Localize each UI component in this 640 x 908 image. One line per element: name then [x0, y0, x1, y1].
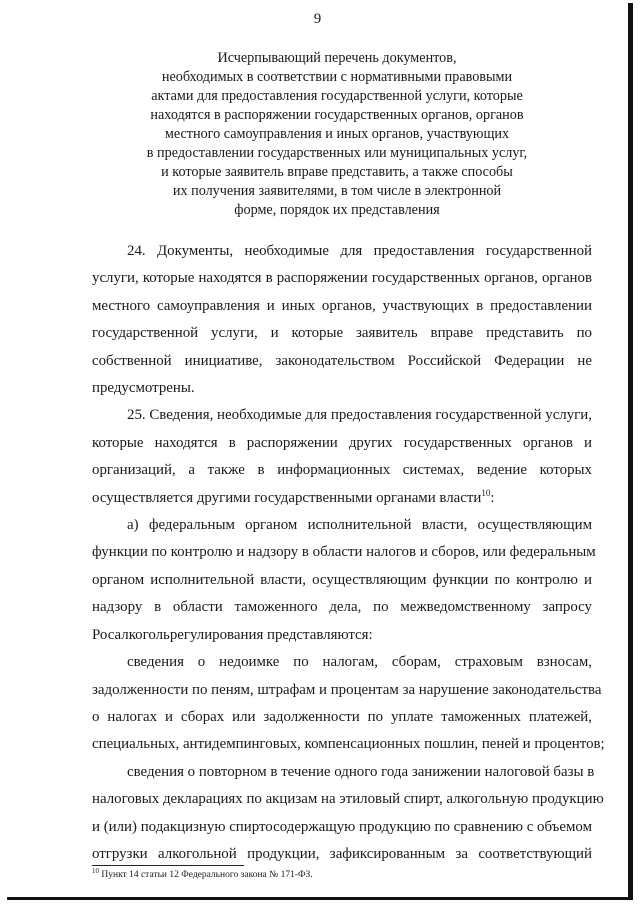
- text-line: Росалкогольрегулирования представляются:: [92, 626, 373, 643]
- section-heading: [92, 49, 582, 220]
- text-line: надзору в области таможенного дела, по межведомственному запросу: [92, 599, 592, 616]
- heading-line: местного самоуправления и иных органов, участвующих: [164, 126, 510, 142]
- heading-line: их получения заявителями, в том числе в электронной: [172, 183, 502, 199]
- text-line: задолженности по пеням, штрафам и процентам за нарушение законодательства: [92, 681, 602, 698]
- heading-line: необходимых в соответствии с нормативными правовыми: [161, 69, 513, 85]
- text-line: специальных, антидемпинговых, компенсационных пошлин, пеней и процентов;: [92, 736, 605, 753]
- subparagraph-a: [92, 512, 596, 649]
- paragraph-tax-base: [92, 759, 604, 869]
- text-line: 25. Сведения, необходимые для предоставления государственной услуги,: [127, 407, 592, 424]
- footnote: [92, 866, 313, 880]
- text-line: сведения о недоимке по налогам, сборам, страховым взносам,: [127, 654, 592, 671]
- heading-line: Исчерпывающий перечень документов,: [217, 50, 457, 66]
- paragraph-25: [92, 402, 592, 512]
- text-line: 24. Документы, необходимые для предоставления государственной: [127, 243, 592, 259]
- text-line: отгрузки алкогольной продукции, зафиксированным за соответствующий: [92, 845, 592, 862]
- paragraph-arrears: [92, 649, 605, 759]
- heading-line: актами для предоставления государственной услуги, которые: [151, 88, 523, 104]
- footnote-text: Пункт 14 статьи 12 Федерального закона № 171-ФЗ.: [99, 870, 313, 880]
- footnote-reference[interactable]: 10: [481, 487, 491, 498]
- text-line: собственной инициативе, законодательством Российской Федерации не: [92, 352, 592, 369]
- heading-line: в предоставлении государственных или муниципальных услуг,: [146, 145, 528, 161]
- footnote-number: 10: [92, 866, 99, 875]
- colon: :: [490, 489, 495, 506]
- document-body: [92, 238, 605, 868]
- heading-line: находятся в распоряжении государственных органов, органов: [150, 107, 524, 123]
- text-line: [92, 485, 592, 512]
- heading-line: и которые заявитель вправе представить, а также способы: [161, 164, 513, 180]
- text-line: организаций, а также в информационных системах, ведение которых: [92, 462, 592, 479]
- heading-line: форме, порядок их представления: [234, 202, 440, 218]
- text-line: и (или) подакцизную спиртосодержащую продукцию по сравнению с объемом: [92, 818, 592, 835]
- text-line-content: осуществляется другими государственными органами власти: [92, 489, 482, 506]
- text-line: местного самоуправления и иных органов, участвующих в предоставлении: [92, 297, 592, 314]
- text-line: сведения о повторном в течение одного года занижении налоговой базы в: [127, 763, 595, 780]
- text-line: которые находятся в распоряжении других государственных органов и: [92, 434, 592, 451]
- text-line: налоговых декларациях по акцизам на этиловый спирт, алкогольную продукцию: [92, 791, 604, 808]
- footnote-divider: [92, 865, 244, 866]
- text-line: услуги, которые находятся в распоряжении государственных органов, органов: [92, 270, 592, 287]
- text-line: о налогах и сборах или задолженности по уплате таможенных платежей,: [92, 708, 592, 725]
- text-line: государственной услуги, и которые заявитель вправе представить по: [92, 325, 592, 342]
- text-line: органом исполнительной власти, осуществляющим функции по контролю и: [92, 571, 592, 588]
- document-page: [7, 3, 633, 900]
- page-number: 9: [313, 11, 322, 27]
- paragraph-24: [92, 238, 592, 402]
- text-line: функции по контролю и надзору в области налогов и сборов, или федеральным: [92, 544, 596, 561]
- text-line: предусмотрены.: [92, 380, 195, 397]
- text-line: а) федеральным органом исполнительной власти, осуществляющим: [127, 517, 592, 534]
